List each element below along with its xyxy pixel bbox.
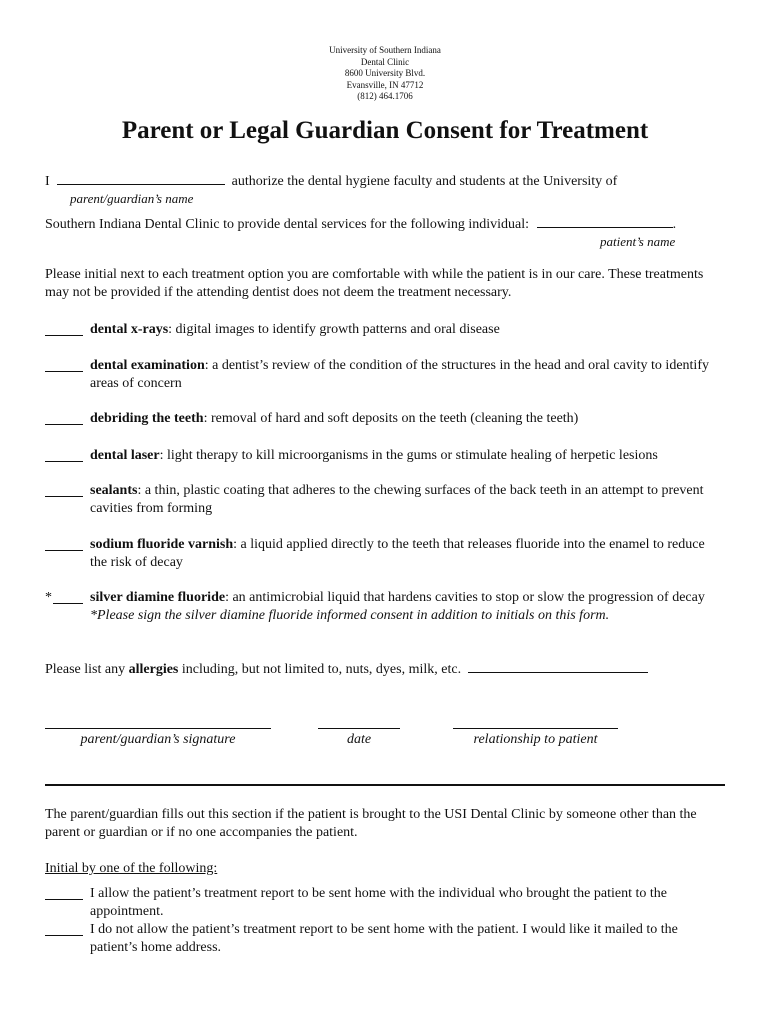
treatment-desc: : light therapy to kill microorganisms in the gums or stimulate healing of herpetic lesions xyxy=(159,448,658,463)
report-option xyxy=(45,921,725,957)
treatment-item xyxy=(45,357,725,393)
treatment-item xyxy=(45,447,725,465)
header-phone: (812) 464.1706 xyxy=(357,91,413,102)
option-text: I allow the patient’s treatment report to be sent home with the individual who brought the patient to the appointment. xyxy=(90,886,667,919)
treatment-term: dental laser xyxy=(90,448,160,463)
treatment-text xyxy=(90,321,725,339)
section-divider xyxy=(45,784,725,786)
treatment-text xyxy=(90,482,725,518)
intro-period: . xyxy=(672,217,677,232)
date-field[interactable] xyxy=(318,727,400,729)
treatment-term: silver diamine fluoride xyxy=(90,590,226,605)
treatment-term: dental examination xyxy=(90,358,205,373)
report-option xyxy=(45,885,725,921)
page-title: Parent or Legal Guardian Consent for Treatment xyxy=(121,117,649,144)
treatment-desc: : an antimicrobial liquid that hardens cavities to stop or slow the progression of decay xyxy=(225,590,705,605)
date-label: date xyxy=(346,732,372,747)
guardian-name-label: parent/guardian’s name xyxy=(70,191,194,206)
header-clinic: Dental Clinic xyxy=(360,56,410,67)
treatment-desc: : digital images to identify growth patterns and oral disease xyxy=(168,322,500,337)
treatment-text xyxy=(90,589,725,607)
treatment-desc: : removal of hard and soft deposits on the teeth (cleaning the teeth) xyxy=(203,411,579,426)
relationship-field[interactable] xyxy=(453,727,618,729)
treatment-item xyxy=(45,410,725,428)
treatment-text xyxy=(90,357,725,393)
treatment-item xyxy=(45,589,725,625)
guardian-name-field[interactable] xyxy=(57,172,225,185)
treatment-item xyxy=(45,321,725,339)
header-university: University of Southern Indiana xyxy=(329,45,441,55)
allergies-line xyxy=(45,660,648,679)
intro-line-1 xyxy=(45,172,617,191)
treatment-text xyxy=(90,447,725,465)
treatment-text xyxy=(90,410,725,428)
allergies-prefix: Please list any xyxy=(45,662,129,677)
intro-line-2 xyxy=(45,215,676,234)
treatment-item xyxy=(45,482,725,518)
section2-text: The parent/guardian fills out this section if the patient is brought to the USI Dental Clinic by someone other than the parent or guardian or if no one accompanies the patient. xyxy=(45,807,697,840)
allergies-field[interactable] xyxy=(468,660,648,673)
treatment-term: sodium fluoride varnish xyxy=(90,537,234,552)
relationship-label: relationship to patient xyxy=(473,732,598,747)
allergies-suffix: including, but not limited to, nuts, dyes, milk, etc. xyxy=(178,662,462,677)
header-street: 8600 University Blvd. xyxy=(344,68,426,79)
instructions-text: Please initial next to each treatment option you are comfortable with while the patient is in our care. These treatments may not be provided if the attending dentist does not deem the treatment necessary. xyxy=(45,267,704,300)
signature-field[interactable] xyxy=(45,727,271,729)
allergies-bold: allergies xyxy=(128,662,179,677)
intro-authorize-text: authorize the dental hygiene faculty and students at the University of xyxy=(231,174,618,189)
treatment-item xyxy=(45,536,725,572)
treatment-term: debriding the teeth xyxy=(90,411,204,426)
patient-name-label: patient’s name xyxy=(600,234,676,249)
treatment-desc: : a thin, plastic coating that adheres to the chewing surfaces of the back teeth in an attempt to prevent cavities from forming xyxy=(90,483,704,516)
option-text: I do not allow the patient’s treatment report to be sent home with the patient. I would like it mailed to the patient’s home address. xyxy=(90,922,678,955)
sdf-consent-note: *Please sign the silver diamine fluoride informed consent in addition to initials on this form. xyxy=(90,608,610,623)
patient-name-field[interactable] xyxy=(537,215,673,228)
treatment-text xyxy=(90,536,725,572)
asterisk-mark: * xyxy=(45,590,52,605)
treatment-desc: : a dentist’s review of the condition of the structures in the head and oral cavity to identify areas of concern xyxy=(90,358,709,391)
initial-heading: Initial by one of the following: xyxy=(45,861,218,876)
intro-line-2-text: Southern Indiana Dental Clinic to provide dental services for the following individual: xyxy=(45,217,530,232)
header-city: Evansville, IN 47712 xyxy=(346,79,424,90)
treatment-desc: : a liquid applied directly to the teeth that releases fluoride into the enamel to reduce the risk of decay xyxy=(90,537,705,570)
signature-label: parent/guardian’s signature xyxy=(80,732,236,747)
clinic-header xyxy=(0,45,770,103)
treatment-term: sealants xyxy=(90,483,138,498)
intro-i: I xyxy=(45,174,50,189)
treatment-term: dental x-rays xyxy=(90,322,169,337)
